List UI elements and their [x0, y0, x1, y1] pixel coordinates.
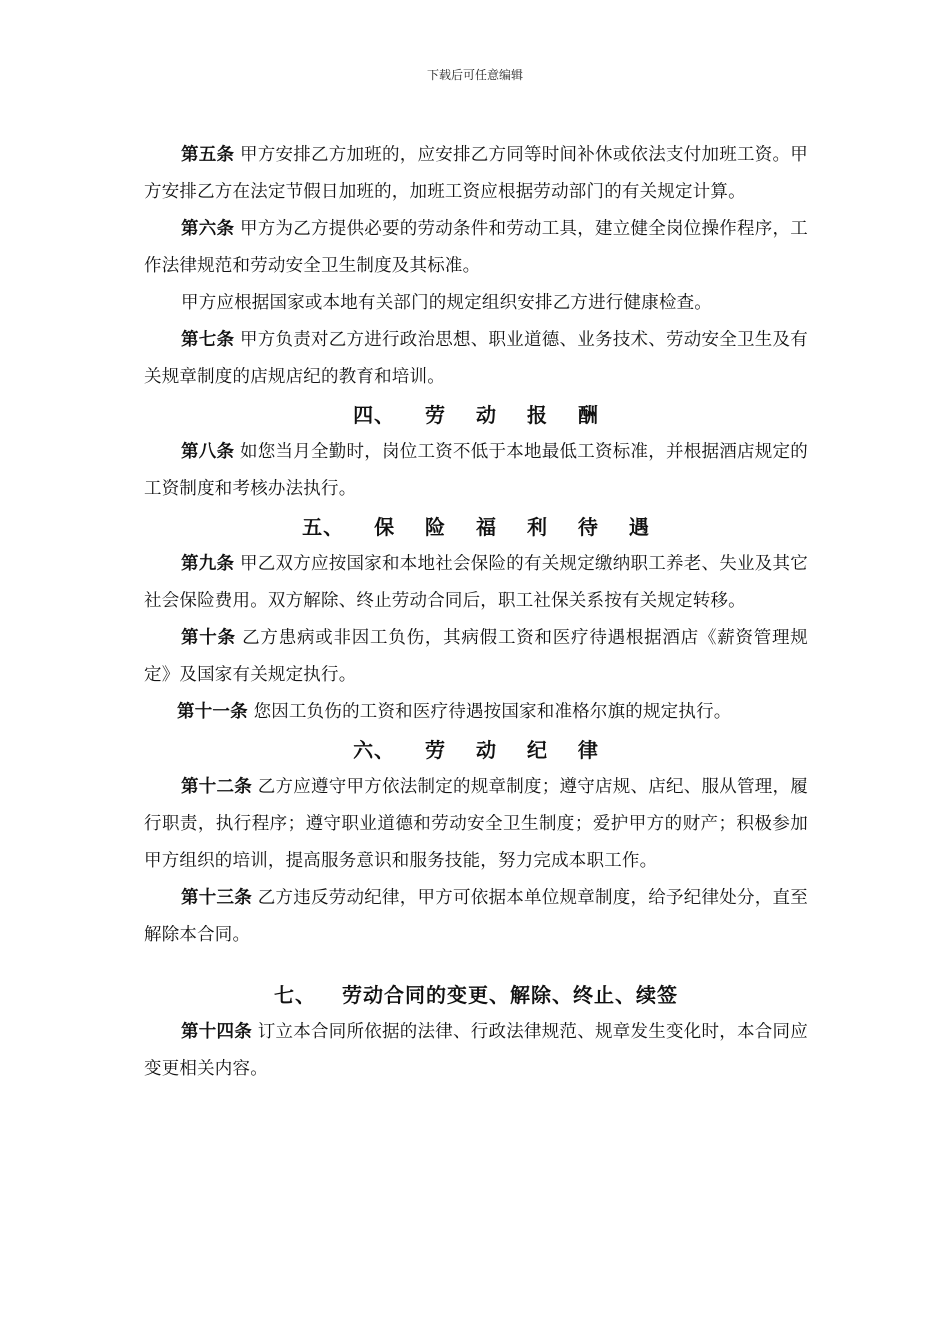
article-text: 订立本合同所依据的法律、行政法律规范、规章发生变化时，本合同应变更相关内容。	[144, 1022, 808, 1079]
document-body	[144, 137, 808, 1088]
article-5	[144, 137, 808, 211]
article-text: 乙方应遵守甲方依法制定的规章制度；遵守店规、店纪、服从管理，履行职责，执行程序；遵守职业道德和劳动安全卫生制度；爱护甲方的财产；积极参加甲方组织的培训，提高服务意识和服务技能，努力完成本职工作。	[144, 777, 808, 871]
article-text: 您因工负伤的工资和医疗待遇按国家和准格尔旗的规定执行。	[247, 702, 732, 722]
article-text: 乙方违反劳动纪律，甲方可依据本单位规章制度，给予纪律处分，直至解除本合同。	[144, 888, 808, 945]
section-title-4: 四、 劳 动 报 酬	[353, 403, 599, 427]
article-label: 第八条	[181, 442, 235, 462]
article-label: 第六条	[181, 219, 235, 239]
article-label: 第十四条	[181, 1022, 252, 1042]
article-8	[144, 434, 808, 508]
article-7	[144, 322, 808, 396]
article-text: 如您当月全勤时，岗位工资不低于本地最低工资标准，并根据酒店规定的工资制度和考核办法执行。	[144, 442, 808, 499]
article-text: 甲方安排乙方加班的，应安排乙方同等时间补休或依法支付加班工资。甲方安排乙方在法定节假日加班的，加班工资应根据劳动部门的有关规定计算。	[144, 145, 808, 202]
article-label: 第十一条	[177, 702, 248, 722]
article-label: 第七条	[181, 330, 235, 350]
article-label: 第九条	[181, 554, 235, 574]
article-10	[144, 620, 808, 694]
article-6-extra: 甲方应根据国家或本地有关部门的规定组织安排乙方进行健康检查。	[181, 293, 712, 313]
article-text: 甲方负责对乙方进行政治思想、职业道德、业务技术、劳动安全卫生及有关规章制度的店规店纪的教育和培训。	[144, 330, 808, 387]
article-6	[144, 211, 808, 285]
section-title-7: 七、 劳动合同的变更、解除、终止、续签	[274, 983, 678, 1007]
spacer	[144, 954, 808, 976]
article-label: 第十二条	[181, 777, 252, 797]
article-label: 第五条	[181, 145, 235, 165]
article-11	[144, 694, 808, 731]
article-text: 甲方为乙方提供必要的劳动条件和劳动工具，建立健全岗位操作程序，工作法律规范和劳动安全卫生制度及其标准。	[144, 219, 808, 276]
article-13	[144, 880, 808, 954]
article-12	[144, 769, 808, 880]
article-14	[144, 1014, 808, 1088]
section-title-5: 五、 保 险 福 利 待 遇	[302, 515, 650, 539]
article-text: 乙方患病或非因工负伤，其病假工资和医疗待遇根据酒店《薪资管理规定》及国家有关规定执行。	[144, 628, 808, 685]
header-note: 下载后可任意编辑	[426, 68, 523, 82]
article-text: 甲乙双方应按国家和本地社会保险的有关规定缴纳职工养老、失业及其它社会保险费用。双方解除、终止劳动合同后，职工社保关系按有关规定转移。	[144, 554, 808, 611]
article-9	[144, 546, 808, 620]
article-label: 第十条	[181, 628, 236, 648]
article-label: 第十三条	[181, 888, 252, 908]
section-title-6: 六、 劳 动 纪 律	[353, 738, 599, 762]
